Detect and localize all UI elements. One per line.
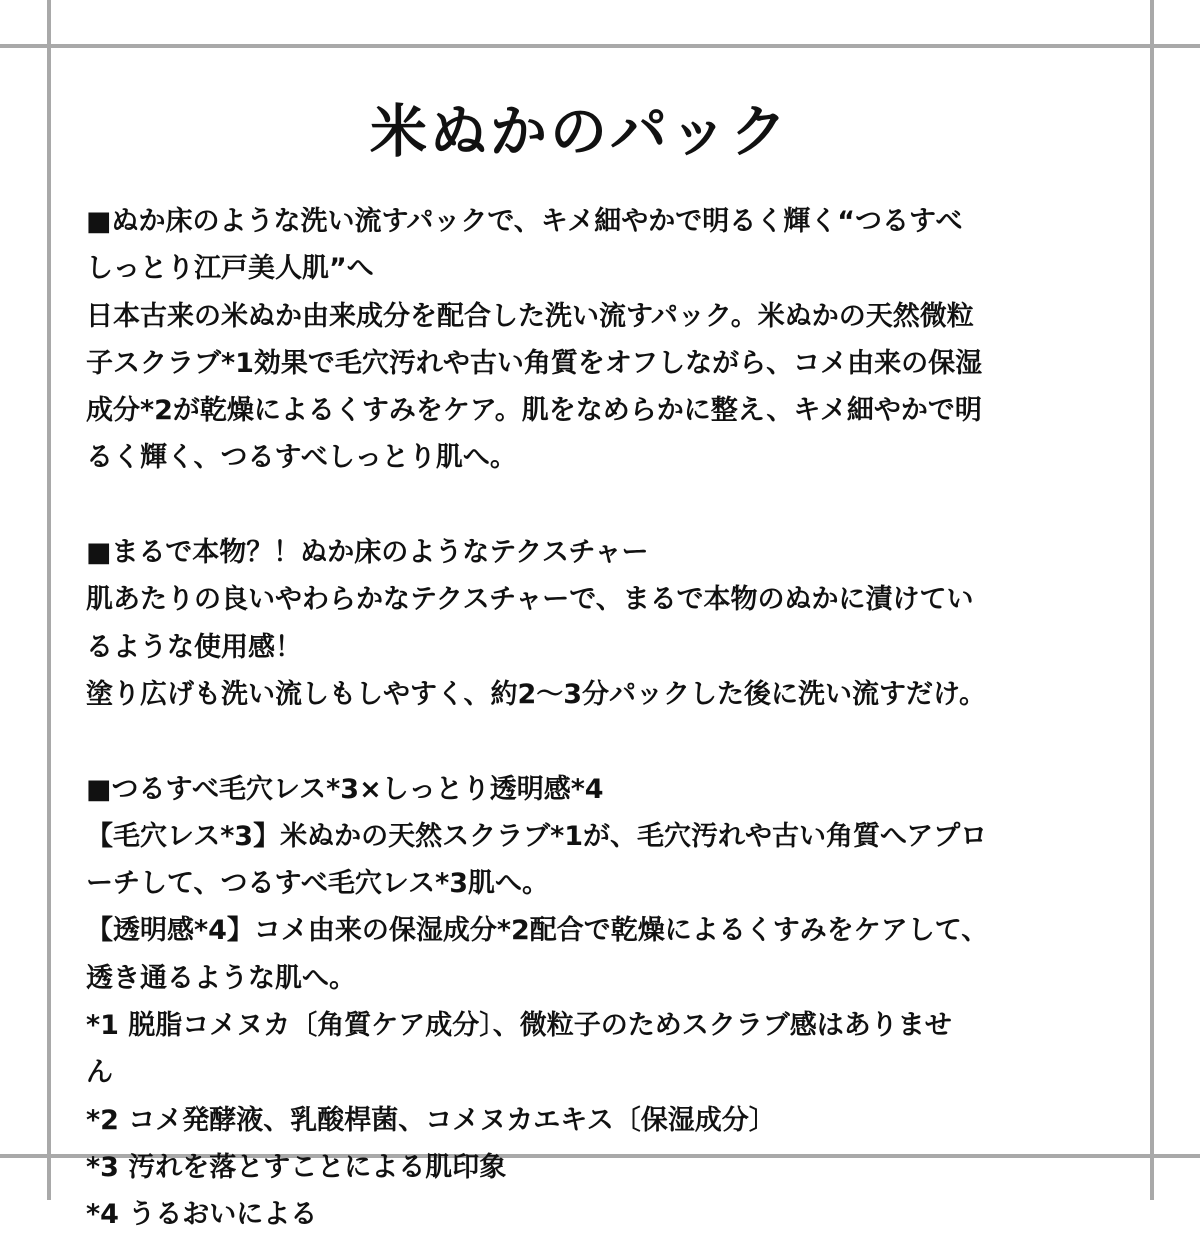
footnote-1-continued: ん	[86, 1057, 113, 1089]
texture-body-line-2: るような使用感！	[86, 631, 302, 663]
footnote-2: *2 コメ発酵液、乳酸桿菌、コメヌカエキス〔保湿成分〕	[86, 1104, 776, 1136]
footnotes-section	[86, 1002, 1126, 1238]
texture-heading: ■まるで本物？！ぬか床のようなテクスチャー	[86, 537, 649, 569]
texture-section	[86, 529, 1126, 718]
footnote-1: *1 脱脂コメヌカ〔角質ケア成分〕、微粒子のためスクラブ感はありませ	[86, 1010, 952, 1042]
frame-border-top	[0, 44, 1200, 48]
effects-section	[86, 766, 1126, 1002]
frame-border-left	[47, 0, 51, 1200]
intro-body-line-3: 成分*2が乾燥によるくすみをケア。肌をなめらかに整え、キメ細やかで明	[86, 395, 982, 427]
intro-body-line-2: 子スクラブ*1効果で毛穴汚れや古い角質をオフしながら、コメ由来の保湿	[86, 347, 983, 379]
footnote-4: *4 うるおいによる	[86, 1199, 318, 1231]
footnote-3: *3 汚れを落とすことによる肌印象	[86, 1151, 507, 1183]
effects-body-line-4: 透き通るような肌へ。	[86, 962, 356, 994]
page-title: 米ぬかのパック	[370, 99, 790, 165]
effects-body-line-3: 【透明感*4】コメ由来の保湿成分*2配合で乾燥によるくすみをケアして、	[86, 915, 989, 947]
texture-body-line-1: 肌あたりの良いやわらかなテクスチャーで、まるで本物のぬかに漬けてい	[86, 584, 974, 616]
frame-border-right	[1150, 0, 1154, 1200]
product-description	[86, 198, 1126, 1239]
intro-section	[86, 198, 1126, 482]
intro-heading-line-2: しっとり江戸美人肌”へ	[86, 253, 374, 285]
paragraph-spacer	[86, 718, 1126, 765]
intro-body-line-4: るく輝く、つるすべしっとり肌へ。	[86, 442, 517, 474]
texture-body-line-3: 塗り広げも洗い流しもしやすく、約2〜3分パックした後に洗い流すだけ。	[86, 678, 986, 710]
effects-heading: ■つるすべ毛穴レス*3×しっとり透明感*4	[86, 773, 604, 805]
intro-heading-line-1: ■ぬか床のような洗い流すパックで、キメ細やかで明るく輝く“つるすべ	[86, 206, 963, 237]
effects-body-line-2: ーチして、つるすべ毛穴レス*3肌へ。	[86, 868, 550, 900]
effects-body-line-1: 【毛穴レス*3】米ぬかの天然スクラブ*1が、毛穴汚れや古い角質へアプロ	[86, 820, 988, 852]
intro-body-line-1: 日本古来の米ぬか由来成分を配合した洗い流すパック。米ぬかの天然微粒	[86, 300, 974, 332]
paragraph-spacer	[86, 482, 1126, 529]
